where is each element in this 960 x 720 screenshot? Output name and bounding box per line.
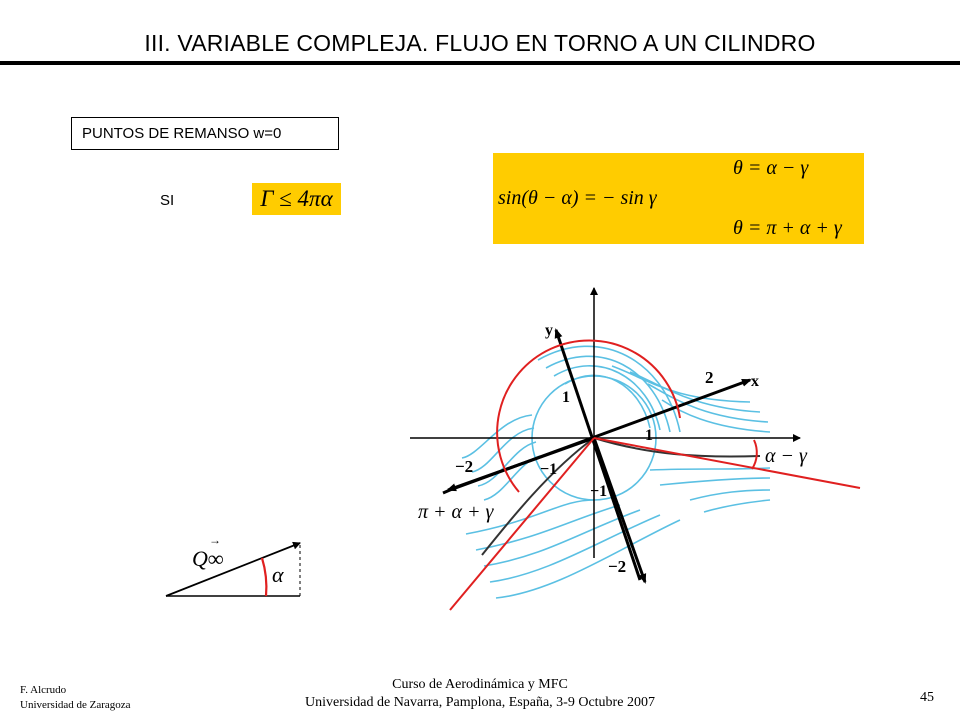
velocity-diagram [166, 533, 300, 596]
equation-solution-1: θ = α − γ [733, 157, 809, 179]
footer-course-block [0, 676, 960, 712]
footer-venue: Universidad de Navarra, Pamplona, España, 3-9 Octubre 2007 [305, 695, 655, 710]
streamline [704, 500, 770, 512]
tick-y-neg2: −2 [608, 557, 627, 576]
tick-y-1: 1 [562, 389, 570, 406]
angle-label-pi-alpha-gamma: π + α + γ [418, 501, 494, 523]
red-line-right [594, 438, 860, 488]
tick-x-2: 2 [705, 368, 714, 387]
slide-title: III. VARIABLE COMPLEJA. FLUJO EN TORNO A UN CILINDRO [144, 30, 816, 56]
vector-arrow-accent: → [209, 533, 221, 547]
page-number: 45 [920, 690, 934, 705]
circulation-inequality: Γ ≤ 4πα [252, 183, 341, 215]
red-angle-arc-right [752, 440, 757, 469]
streamline [690, 490, 770, 500]
footer-affiliation: Universidad de Zaragoza [20, 699, 131, 711]
tick-x-neg2: −2 [455, 457, 474, 476]
equation-solution-2: θ = π + α + γ [733, 217, 842, 239]
tick-y-neg1: −1 [590, 483, 608, 500]
tick-x-1: 1 [645, 427, 653, 444]
velocity-label: Q∞ [192, 546, 224, 571]
angle-label-alpha-minus-gamma: α − γ [765, 445, 807, 467]
tick-x-neg1: −1 [540, 461, 558, 478]
red-construction [450, 340, 860, 610]
footer-author: F. Alcrudo [20, 684, 67, 696]
axis-y-label: y [545, 322, 553, 339]
axis-x-label: x [751, 373, 759, 390]
streamline [660, 478, 770, 485]
equation-main: sin(θ − α) = − sin γ [498, 187, 657, 209]
si-label: SI [160, 192, 175, 209]
footer-course: Curso de Aerodinámica y MFC [392, 677, 568, 692]
alpha-angle-arc [262, 558, 266, 596]
dividing-streamline-left [482, 438, 594, 555]
angle-alpha-label: α [272, 562, 284, 587]
stagnation-points-box: PUNTOS DE REMANSO w=0 [71, 117, 339, 150]
streamline [630, 372, 760, 412]
